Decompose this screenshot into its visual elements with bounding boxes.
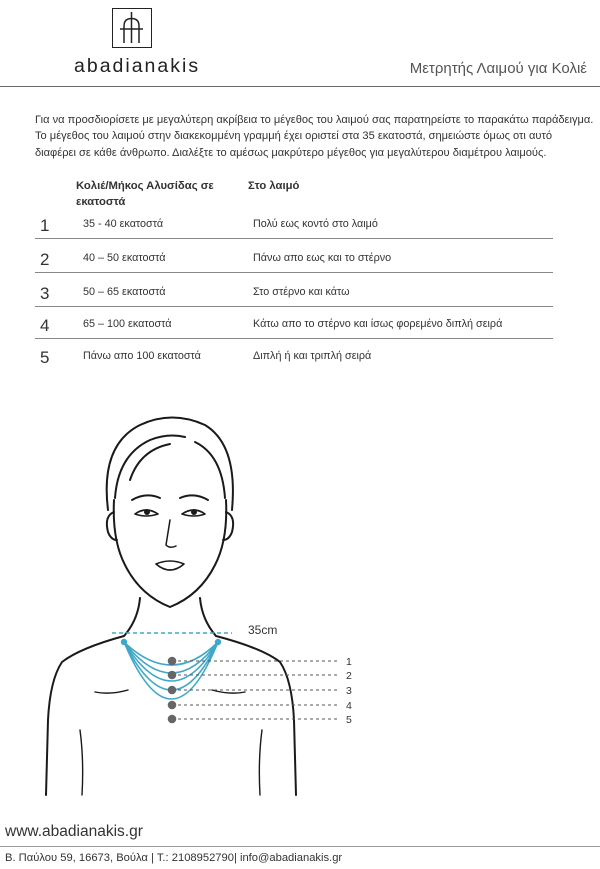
page-title: Μετρητής Λαιμού για Κολιέ bbox=[409, 60, 587, 77]
arm-line bbox=[80, 730, 83, 795]
brand-logo bbox=[74, 8, 201, 80]
row-divider bbox=[35, 272, 553, 273]
head-outline bbox=[107, 418, 233, 511]
intro-line: Για να προσδιορίσετε με μεγαλύτερη ακρίβεια το μέγεθος του λαιμού σας παρατηρείστε το παρακάτω παράδειγμα. bbox=[35, 114, 594, 126]
intro-paragraph bbox=[35, 112, 594, 161]
marker-label: 5 bbox=[346, 714, 352, 726]
eyebrow bbox=[180, 495, 208, 500]
footer-divider bbox=[0, 846, 600, 847]
neck-outline bbox=[200, 598, 216, 636]
mouth bbox=[156, 561, 184, 570]
marker-label: 1 bbox=[346, 656, 352, 668]
table-row bbox=[35, 345, 553, 375]
row-length: 35 - 40 εκατοστά bbox=[83, 218, 164, 230]
row-position: Κάτω απο το στέρνο και ίσως φορεμένο διπλή σειρά bbox=[253, 318, 503, 330]
hair-line bbox=[195, 442, 225, 498]
necklace-4 bbox=[124, 642, 218, 690]
marker-dot bbox=[168, 715, 177, 724]
row-number: 3 bbox=[40, 284, 50, 303]
table-row bbox=[35, 281, 553, 311]
nose bbox=[166, 520, 176, 547]
row-divider bbox=[35, 306, 553, 307]
table-row bbox=[35, 313, 553, 343]
row-divider bbox=[35, 338, 553, 339]
marker-dot bbox=[168, 686, 177, 695]
row-length: 40 – 50 εκατοστά bbox=[83, 252, 166, 264]
row-length: Πάνω απο 100 εκατοστά bbox=[83, 350, 201, 362]
row-position: Πολύ εως κοντό στο λαιμό bbox=[253, 218, 378, 230]
logo-monogram-icon bbox=[112, 8, 152, 48]
face-outline bbox=[114, 500, 227, 607]
website-link[interactable]: www.abadianakis.gr bbox=[5, 823, 143, 840]
neck-illustration bbox=[0, 400, 600, 800]
collarbone bbox=[95, 690, 128, 693]
neck-outline bbox=[124, 598, 140, 636]
row-position: Πάνω απο εως και το στέρνο bbox=[253, 252, 392, 264]
shoulder-outline bbox=[216, 636, 296, 795]
row-length: 65 – 100 εκατοστά bbox=[83, 318, 172, 330]
eyebrow bbox=[132, 495, 160, 500]
marker-label: 4 bbox=[346, 700, 352, 712]
clasp bbox=[215, 639, 221, 645]
logo-wordmark: abadianakis bbox=[74, 55, 201, 77]
row-position: Διπλή ή και τριπλή σειρά bbox=[253, 350, 372, 362]
marker-dot bbox=[168, 671, 177, 680]
row-length: 50 – 65 εκατοστά bbox=[83, 286, 166, 298]
contact-info: Β. Παύλου 59, 16673, Βούλα | Τ.: 2108952790| info@abadianakis.gr bbox=[5, 852, 343, 864]
pupil bbox=[144, 509, 150, 515]
marker-label: 3 bbox=[346, 685, 352, 697]
shoulder-outline bbox=[46, 636, 124, 795]
row-number: 4 bbox=[40, 316, 50, 335]
intro-line: διαφέρει σε κάθε άνθρωπο. Διαλέξτε το αμέσως μακρύτερο μέγεθος για μεγαλύτερου διαμέτρου λαιμούς. bbox=[35, 146, 547, 159]
row-number: 5 bbox=[40, 348, 50, 367]
intro-line: Το μέγεθος του λαιμού στην διακεκομμένη γραμμή έχει οριστεί στα 35 εκατοστά, σημειώστε όμως οτι αυτό bbox=[35, 130, 553, 143]
marker-dot bbox=[168, 657, 177, 666]
column-header-length: Κολιέ/Μήκος Αλυσίδας σε εκατοστά bbox=[76, 180, 214, 208]
row-number: 1 bbox=[40, 216, 50, 235]
neck-measure-label: 35cm bbox=[248, 623, 278, 637]
row-number: 2 bbox=[40, 250, 50, 269]
hair-line bbox=[115, 436, 185, 498]
arm-line bbox=[259, 730, 262, 795]
column-header-position: Στο λαιμό bbox=[248, 180, 300, 192]
pupil bbox=[191, 509, 197, 515]
header-divider bbox=[0, 86, 600, 87]
table-row bbox=[35, 247, 553, 277]
marker-label: 2 bbox=[346, 670, 352, 682]
marker-dot bbox=[168, 701, 177, 710]
table-row bbox=[35, 213, 553, 243]
row-position: Στο στέρνο και κάτω bbox=[253, 286, 350, 298]
clasp bbox=[121, 639, 127, 645]
row-divider bbox=[35, 238, 553, 239]
